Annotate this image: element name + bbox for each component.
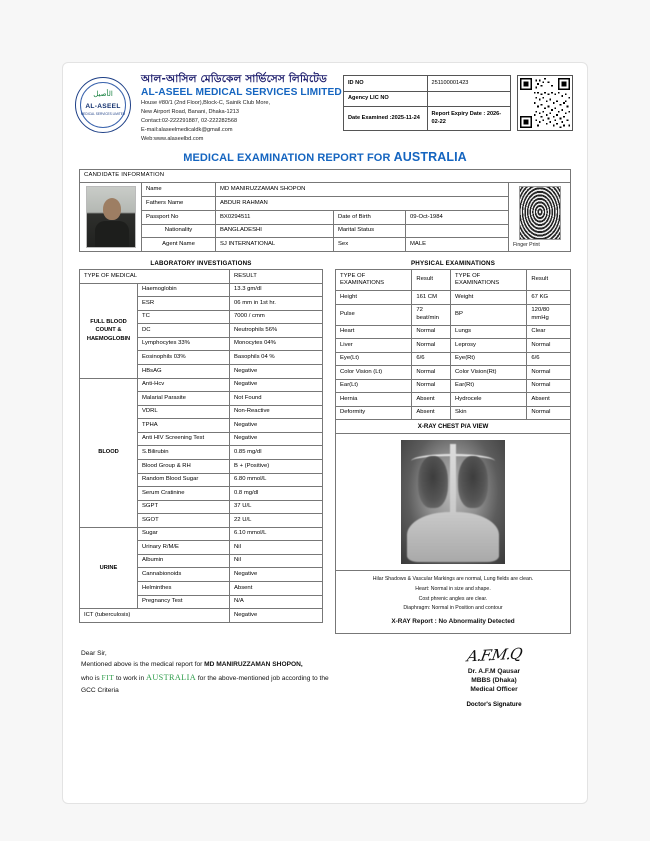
physical-exam-result: Normal bbox=[412, 379, 451, 393]
xray-image-box bbox=[336, 434, 570, 570]
physical-exam-name: Lungs bbox=[451, 325, 527, 339]
physical-exam-result: Clear bbox=[527, 325, 571, 339]
lab-test-result: B + (Positive) bbox=[230, 459, 323, 473]
lab-test-result: Neutrophils 56% bbox=[230, 324, 323, 338]
logo-arabic-text: الأصيل bbox=[93, 90, 113, 98]
phys-col-result-right: Result bbox=[527, 270, 571, 291]
report-header bbox=[75, 73, 575, 144]
doctor-name: Dr. A.F.M Qausar bbox=[467, 667, 521, 675]
lab-test-result: 37 U/L bbox=[230, 500, 323, 514]
table-row bbox=[336, 393, 571, 407]
lab-test-result: Negative bbox=[230, 378, 323, 392]
passport-value: BX0294511 bbox=[216, 210, 334, 224]
declaration-line-2 bbox=[81, 671, 419, 685]
lab-test-result: Not Found bbox=[230, 392, 323, 406]
marital-status-value bbox=[406, 224, 509, 238]
lab-test-name: DC bbox=[138, 324, 230, 338]
physical-exam-name: Leprosy bbox=[451, 339, 527, 353]
table-row bbox=[80, 270, 323, 284]
physical-exam-result: Normal bbox=[527, 406, 571, 420]
report-expiry-date: Report Expiry Date : 2026-02-22 bbox=[427, 107, 511, 131]
clinic-address bbox=[141, 99, 343, 144]
clinic-identity bbox=[137, 73, 343, 144]
report-footer bbox=[81, 646, 569, 709]
physical-exam-result: Normal bbox=[412, 325, 451, 339]
address-line-2: New Airport Road, Banani, Dhaka-1213 bbox=[141, 108, 239, 115]
lab-test-name: Anti HIV Screening Test bbox=[138, 432, 230, 446]
lab-test-result: Negative bbox=[230, 419, 323, 433]
lab-test-name: SGPT bbox=[138, 500, 230, 514]
lab-test-name: Helminthes bbox=[138, 582, 230, 596]
signature-caption: Doctor's Signature bbox=[466, 701, 522, 709]
physical-exam-name: Ear(Lt) bbox=[336, 379, 412, 393]
table-row bbox=[80, 527, 323, 541]
physical-exam-result: Absent bbox=[412, 406, 451, 420]
physical-exam-name: Skin bbox=[451, 406, 527, 420]
clinic-email: E-mail:alaseelmedicaldk@gmail.com bbox=[141, 126, 233, 133]
lab-group-blood: BLOOD bbox=[80, 378, 138, 527]
lab-test-name: TPHA bbox=[138, 419, 230, 433]
laboratory-section-title: LABORATORY INVESTIGATIONS bbox=[150, 260, 252, 268]
table-row bbox=[336, 366, 571, 380]
nationality-value: BANGLADESHI bbox=[216, 224, 334, 238]
lab-group-urine: URINE bbox=[80, 527, 138, 608]
logo-subtitle-text: MEDICAL SERVICES LIMITED bbox=[80, 112, 126, 116]
lab-group-full-blood-count: FULL BLOOD COUNT & HAEMOGLOBIN bbox=[80, 283, 138, 378]
physical-exam-result: Normal bbox=[527, 339, 571, 353]
xray-heading: X-RAY CHEST P/A VIEW bbox=[336, 420, 570, 434]
candidate-table bbox=[79, 169, 571, 252]
table-row bbox=[336, 291, 571, 305]
xray-finding-line: Heart: Normal in size and shape. bbox=[415, 586, 491, 593]
physical-exam-result: 6/6 bbox=[527, 352, 571, 366]
lab-test-result: N/A bbox=[230, 595, 323, 609]
declaration-who-is: who is bbox=[81, 674, 102, 682]
page-title-prefix: MEDICAL EXAMINATION REPORT FOR bbox=[183, 151, 394, 164]
name-value: MD MANIRUZZAMAN SHOPON bbox=[216, 183, 509, 197]
lab-test-name: Random Blood Sugar bbox=[138, 473, 230, 487]
xray-lung-right bbox=[458, 456, 488, 508]
doctor-role: Medical Officer bbox=[470, 685, 518, 693]
physical-exam-result: Normal bbox=[412, 339, 451, 353]
lab-test-result: Monocytes 04% bbox=[230, 337, 323, 351]
lab-test-result: 7000 / cmm bbox=[230, 310, 323, 324]
declaration-country: AUSTRALIA bbox=[146, 672, 197, 682]
lab-test-result: Nil bbox=[230, 554, 323, 568]
lab-test-name: Malarial Parasite bbox=[138, 392, 230, 406]
page-title bbox=[75, 150, 575, 164]
clinic-logo-icon bbox=[75, 77, 131, 133]
signature-mark: A.F.M.Q bbox=[465, 644, 523, 666]
id-no-label: ID NO bbox=[344, 76, 428, 92]
agency-lic-value bbox=[427, 91, 511, 107]
physical-exam-result: 161 CM bbox=[412, 291, 451, 305]
lab-test-result: 6.10 mmol/L bbox=[230, 527, 323, 541]
fingerprint-icon bbox=[519, 186, 561, 240]
physical-exam-name: Color Vision(Rt) bbox=[451, 366, 527, 380]
lab-test-name: ESR bbox=[138, 297, 230, 311]
xray-section bbox=[335, 420, 571, 633]
fitness-status: FIT bbox=[101, 672, 115, 682]
physical-exam-result: 120/80 mmHg bbox=[527, 304, 571, 325]
candidate-section-title: CANDIDATE INFORMATION bbox=[80, 169, 571, 183]
table-row bbox=[80, 609, 323, 623]
id-no-value: 251100001423 bbox=[427, 76, 511, 92]
xray-finding-line: Cost phrenic angles are clear. bbox=[418, 595, 488, 602]
agent-name-value: SJ INTERNATIONAL bbox=[216, 238, 334, 252]
chest-xray-image bbox=[401, 440, 505, 564]
table-row bbox=[80, 283, 323, 297]
lab-test-name: Haemoglobin bbox=[138, 283, 230, 297]
id-block bbox=[343, 73, 575, 131]
declaration-line-3: GCC Criteria bbox=[81, 687, 119, 695]
lab-test-result: 06 mm in 1st hr. bbox=[230, 297, 323, 311]
lab-col-result: RESULT bbox=[230, 270, 323, 284]
phys-col-result-left: Result bbox=[412, 270, 451, 291]
lab-test-result: Nil bbox=[230, 541, 323, 555]
lab-test-result: Negative bbox=[230, 432, 323, 446]
clinic-website: Web:www.alaseelbd.com bbox=[141, 135, 204, 142]
dob-value: 09-Oct-1984 bbox=[406, 210, 509, 224]
physical-exam-result: Normal bbox=[412, 366, 451, 380]
physical-section-title: PHYSICAL EXAMINATIONS bbox=[410, 260, 496, 268]
name-label: Name bbox=[142, 183, 216, 197]
physical-section bbox=[335, 260, 571, 634]
id-table bbox=[343, 75, 511, 131]
fingerprint-cell bbox=[509, 183, 571, 252]
table-row bbox=[336, 339, 571, 353]
physical-exam-result: Absent bbox=[527, 393, 571, 407]
xray-verdict: X-RAY Report : No Abnormality Detected bbox=[391, 617, 515, 625]
signature-block bbox=[419, 646, 569, 709]
declaration-suffix: for the above-mentioned job according to the bbox=[196, 674, 329, 682]
lab-test-result: 13.3 gm/dl bbox=[230, 283, 323, 297]
table-row bbox=[336, 352, 571, 366]
qr-code-icon bbox=[517, 75, 573, 131]
physical-exam-result: Normal bbox=[527, 366, 571, 380]
ict-result: Negative bbox=[230, 609, 323, 623]
physical-table bbox=[335, 269, 571, 420]
fathers-name-value: ABDUR RAHMAN bbox=[216, 197, 509, 211]
date-examined: Date Examined :2025-11-24 bbox=[344, 107, 428, 131]
report-body bbox=[79, 260, 571, 634]
report-page bbox=[62, 62, 588, 804]
candidate-photo bbox=[86, 186, 136, 248]
xray-diaphragm bbox=[407, 512, 499, 562]
lab-test-name: Serum Cratinine bbox=[138, 487, 230, 501]
declaration-prefix: Mentioned above is the medical report for bbox=[81, 661, 205, 669]
lab-test-name: Cannabionoids bbox=[138, 568, 230, 582]
laboratory-section bbox=[79, 260, 323, 634]
lab-test-result: Absent bbox=[230, 582, 323, 596]
passport-label: Passport No bbox=[142, 210, 216, 224]
lab-test-name: S.Bilirubin bbox=[138, 446, 230, 460]
sex-value: MALE bbox=[406, 238, 509, 252]
doctor-degree: MBBS (Dhaka) bbox=[471, 676, 517, 684]
physical-exam-name: Pulse bbox=[336, 304, 412, 325]
fathers-name-label: Fathers Name bbox=[142, 197, 216, 211]
nationality-label: Nationality bbox=[142, 224, 216, 238]
lab-test-result: 22 U/L bbox=[230, 514, 323, 528]
physical-exam-name: Liver bbox=[336, 339, 412, 353]
phys-col-type-left: TYPE OF EXAMINATIONS bbox=[336, 270, 412, 291]
table-row bbox=[336, 406, 571, 420]
table-row bbox=[80, 169, 571, 183]
physical-exam-name: Weight bbox=[451, 291, 527, 305]
lab-test-result: 0.85 mg/dl bbox=[230, 446, 323, 460]
agent-name-label: Agent Name bbox=[142, 238, 216, 252]
lab-test-result: 6.80 mmol/L bbox=[230, 473, 323, 487]
lab-test-name: Albumin bbox=[138, 554, 230, 568]
physical-exam-name: Color Vision (Lt) bbox=[336, 366, 412, 380]
sex-label: Sex bbox=[334, 238, 406, 252]
table-row bbox=[80, 210, 571, 224]
lab-test-result: Basophils 04 % bbox=[230, 351, 323, 365]
page-title-country: AUSTRALIA bbox=[393, 149, 467, 164]
dob-label: Date of Birth bbox=[334, 210, 406, 224]
lab-test-name: Blood Group & RH bbox=[138, 459, 230, 473]
physical-exam-result: Absent bbox=[412, 393, 451, 407]
physical-exam-name: Height bbox=[336, 291, 412, 305]
clinic-logo-wrap bbox=[75, 73, 137, 133]
xray-findings bbox=[336, 570, 570, 632]
declaration-text bbox=[81, 646, 419, 709]
lab-test-name: Anti-Hcv bbox=[138, 378, 230, 392]
lab-test-name: Lymphocytes 33% bbox=[138, 337, 230, 351]
table-row bbox=[344, 107, 511, 131]
xray-lung-left bbox=[418, 456, 448, 508]
physical-exam-result: 67 KG bbox=[527, 291, 571, 305]
candidate-information-section bbox=[79, 169, 571, 252]
table-row bbox=[344, 91, 511, 107]
clinic-name-bengali: আল-আসিল মেডিকেল সার্ভিসেস লিমিটেড bbox=[141, 73, 328, 85]
lab-test-name: SGOT bbox=[138, 514, 230, 528]
lab-test-result: Negative bbox=[230, 568, 323, 582]
xray-finding-line: Diaphragm: Normal in Position and contour bbox=[403, 605, 503, 612]
clinic-name-english: AL-ASEEL MEDICAL SERVICES LIMITED bbox=[141, 86, 342, 98]
table-row bbox=[344, 76, 511, 92]
table-row bbox=[336, 304, 571, 325]
lab-test-name: Sugar bbox=[138, 527, 230, 541]
declaration-line-1 bbox=[81, 659, 419, 671]
lab-test-name: Urinary R/M/E bbox=[138, 541, 230, 555]
lab-test-name: VDRL bbox=[138, 405, 230, 419]
lab-test-name: Eosinophils 03% bbox=[138, 351, 230, 365]
xray-finding-line: Hilar Shadows & Vascular Markings are normal, Lung fields are clean. bbox=[372, 576, 534, 583]
physical-exam-result: Normal bbox=[527, 379, 571, 393]
lab-test-result: Non-Reactive bbox=[230, 405, 323, 419]
table-row bbox=[80, 238, 571, 252]
physical-exam-name: Eye(Rt) bbox=[451, 352, 527, 366]
table-row bbox=[80, 197, 571, 211]
physical-exam-name: Heart bbox=[336, 325, 412, 339]
lab-test-result: 0.8 mg/dl bbox=[230, 487, 323, 501]
fingerprint-caption: Finger Print bbox=[513, 241, 540, 248]
declaration-to-work-in: to work in bbox=[114, 674, 147, 682]
physical-exam-name: Eye(Lt) bbox=[336, 352, 412, 366]
salutation: Dear Sir, bbox=[81, 649, 107, 657]
candidate-photo-cell bbox=[80, 183, 142, 252]
table-row bbox=[336, 270, 571, 291]
physical-exam-name: Hernia bbox=[336, 393, 412, 407]
table-row bbox=[80, 224, 571, 238]
agency-lic-label: Agency LIC NO bbox=[344, 91, 428, 107]
physical-exam-result: 6/6 bbox=[412, 352, 451, 366]
ict-label: ICT (tuberculosis) bbox=[80, 609, 230, 623]
lab-test-name: TC bbox=[138, 310, 230, 324]
laboratory-table bbox=[79, 269, 323, 623]
physical-exam-result: 72 beat/min bbox=[412, 304, 451, 325]
lab-test-name: HBsAG bbox=[138, 365, 230, 379]
physical-exam-name: BP bbox=[451, 304, 527, 325]
clinic-contact: Contact:02-222291887, 02-222282568 bbox=[141, 117, 238, 124]
lab-test-result: Negative bbox=[230, 365, 323, 379]
table-row bbox=[336, 379, 571, 393]
lab-test-name: Pregnancy Test bbox=[138, 595, 230, 609]
logo-name-text: AL-ASEEL bbox=[85, 103, 121, 110]
physical-exam-name: Deformity bbox=[336, 406, 412, 420]
declaration-candidate-name: MD MANIRUZZAMAN SHOPON, bbox=[204, 661, 303, 669]
marital-status-label: Marital Status bbox=[334, 224, 406, 238]
table-row bbox=[336, 325, 571, 339]
table-row bbox=[80, 183, 571, 197]
phys-col-type-right: TYPE OF EXAMINATIONS bbox=[451, 270, 527, 291]
physical-exam-name: Ear(Rt) bbox=[451, 379, 527, 393]
physical-exam-name: Hydrocele bbox=[451, 393, 527, 407]
address-line-1: House #80/1 (2nd Floor),Block-C, Sainik Club More, bbox=[141, 99, 271, 106]
table-row bbox=[80, 378, 323, 392]
lab-col-type: TYPE OF MEDICAL bbox=[80, 270, 230, 284]
